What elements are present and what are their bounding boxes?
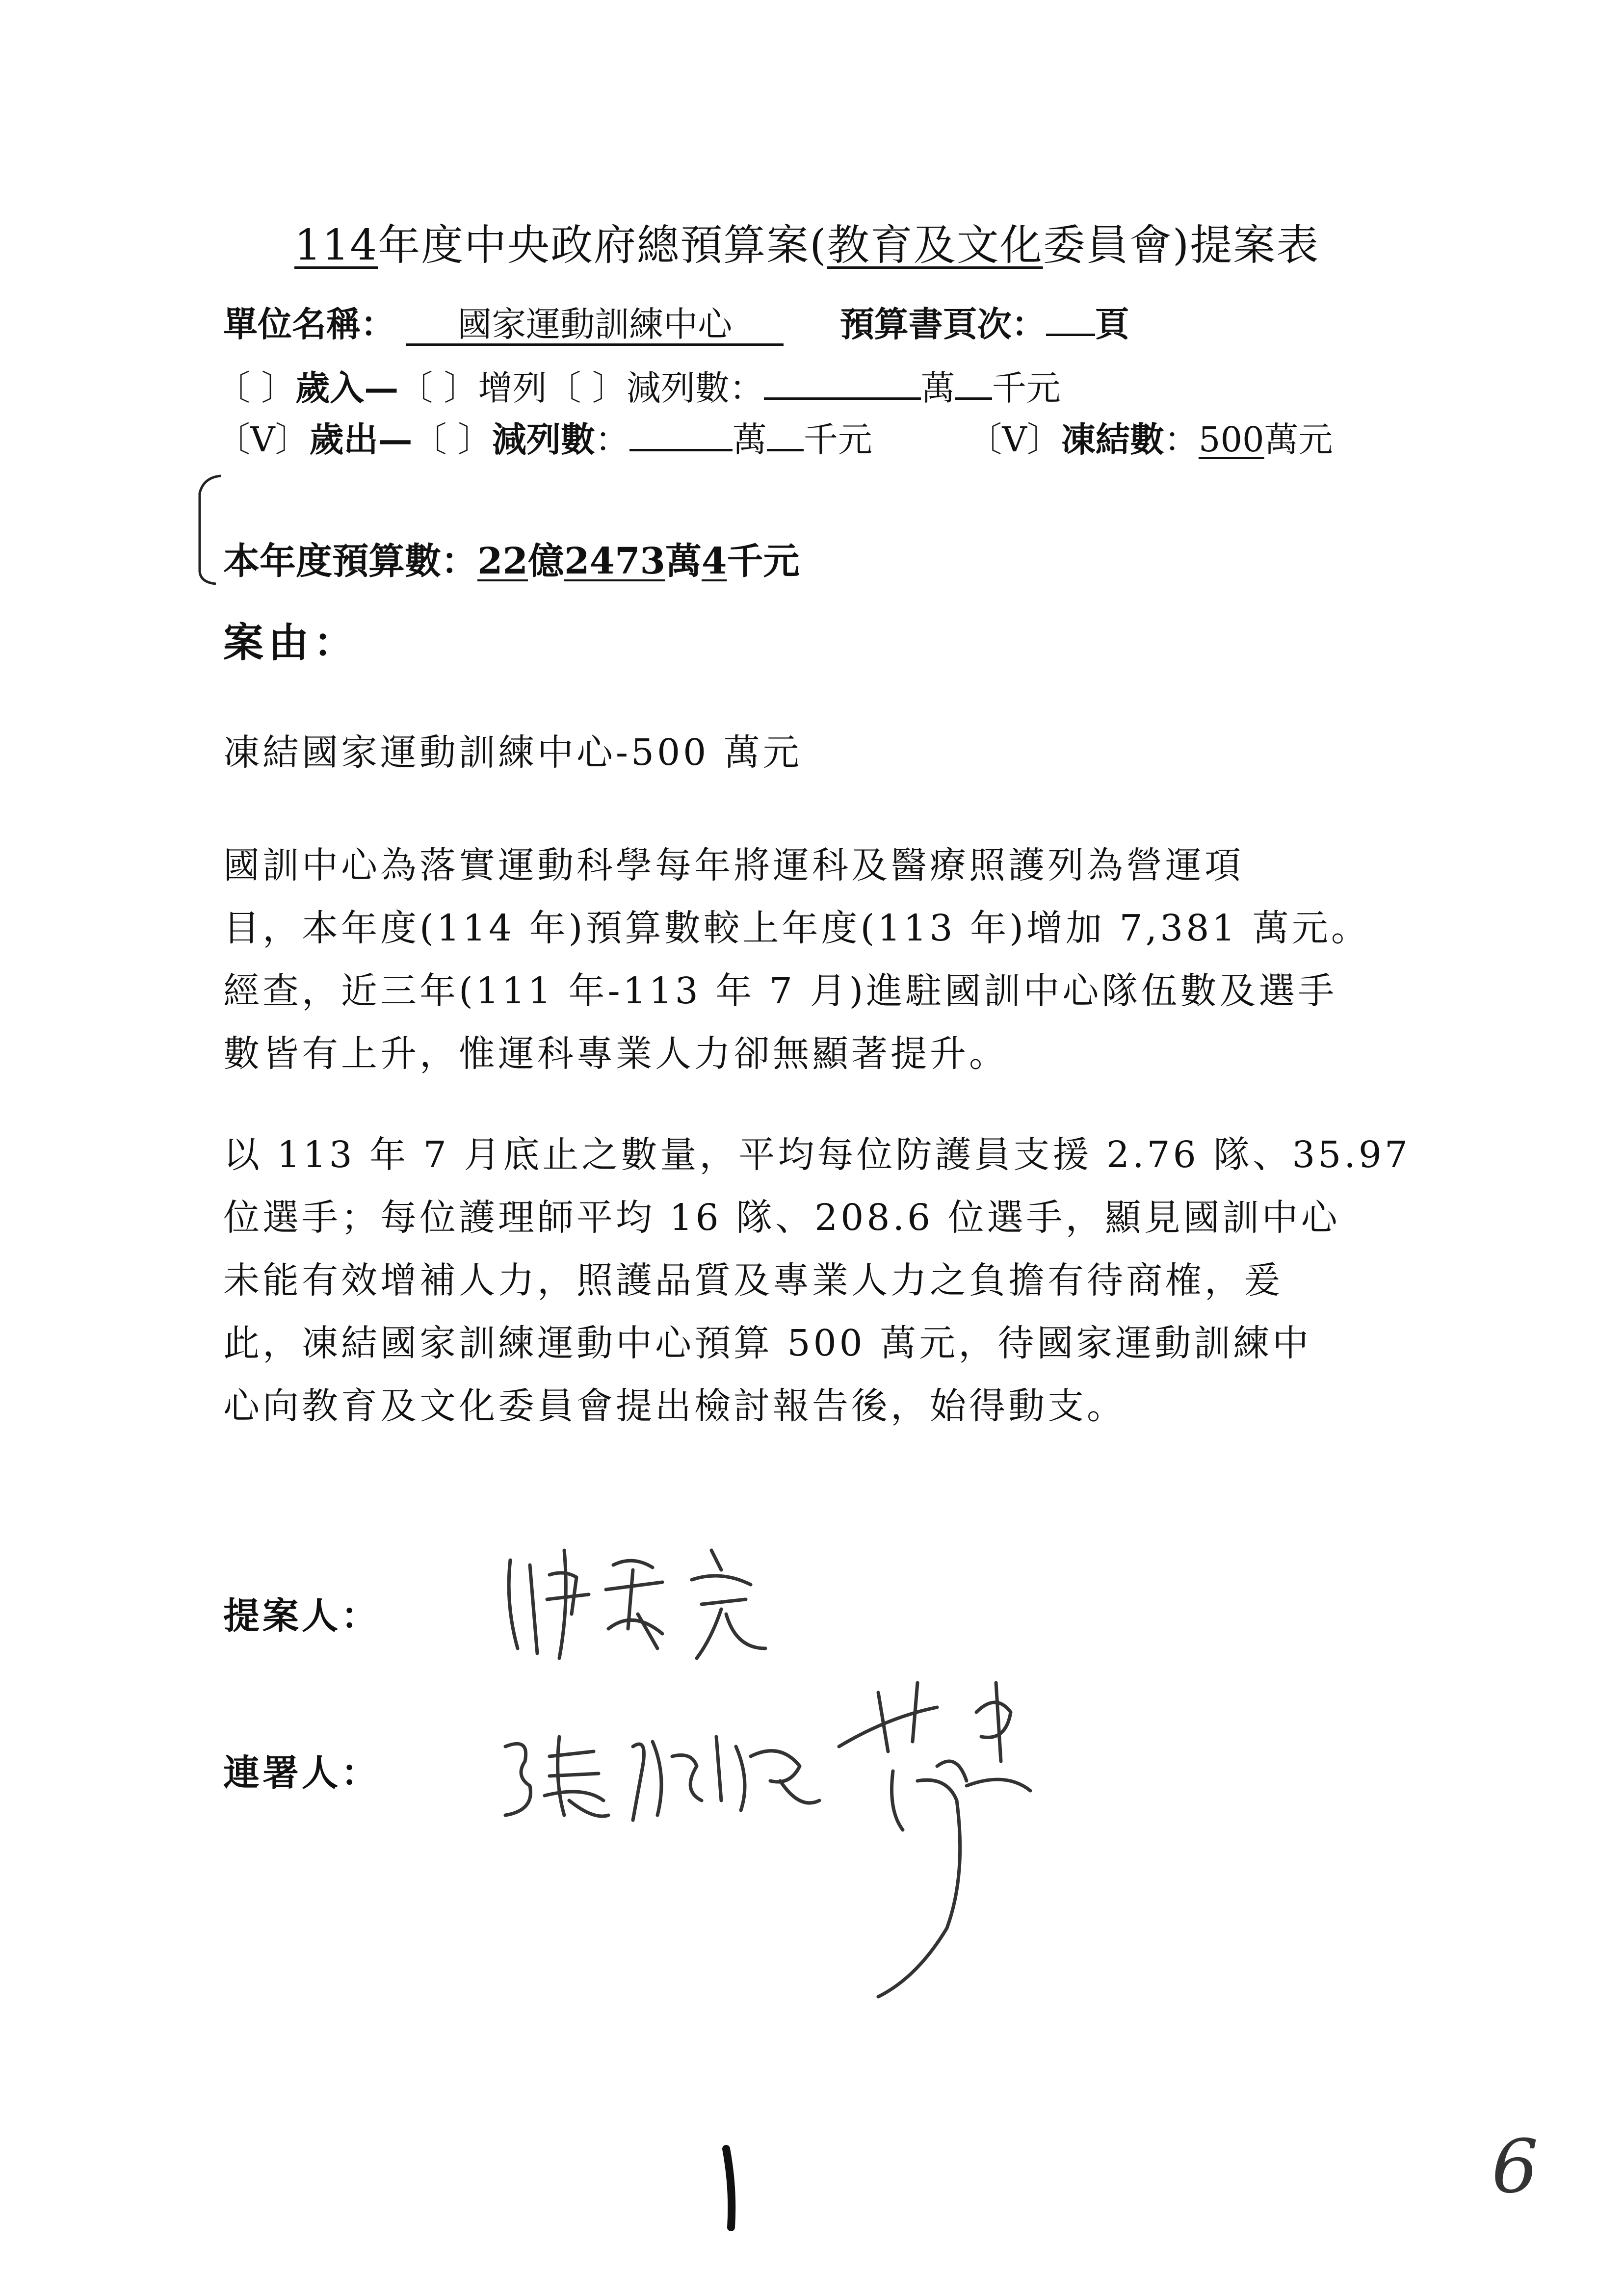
- budget-wan-unit: 萬: [665, 540, 702, 582]
- paragraph-line: 國訓中心為落實運動科學每年將運科及醫療照護列為營運項: [223, 844, 1244, 887]
- proposer-label: 提案人：: [223, 1595, 380, 1637]
- unit-value: 國家運動訓練中心: [406, 306, 784, 346]
- freeze-checkbox: 〔V〕: [968, 419, 1061, 460]
- freeze-value: 500: [1198, 419, 1264, 460]
- revenue-row: [216, 361, 1061, 410]
- revenue-add-checkbox: 〔 〕: [398, 368, 478, 408]
- expenditure-wan-unit: 萬: [732, 419, 767, 460]
- reason-summary: [223, 721, 1430, 784]
- revenue-qian-unit: 千元: [992, 368, 1061, 408]
- budget-yi-unit: 億: [527, 540, 564, 582]
- revenue-qian-value: [955, 397, 992, 400]
- budget-yi-value: 22: [477, 540, 528, 582]
- proposer-signature: [491, 1531, 834, 1668]
- expenditure-qian-unit: 千元: [803, 419, 872, 460]
- freeze-colon: ：: [1164, 419, 1199, 460]
- budget-wan-value: 2473: [564, 540, 665, 582]
- paragraph-line: 此，凍結國家訓練運動中心預算 500 萬元，待國家運動訓練中: [223, 1322, 1312, 1364]
- budget-page-suffix: 頁: [1095, 304, 1129, 344]
- cosigner-signatures: [486, 1653, 1124, 2036]
- budget-qian-value: 4: [701, 540, 727, 582]
- revenue-checkbox: 〔 〕: [216, 368, 296, 408]
- title-end: )提案表: [1172, 221, 1320, 270]
- page-number-mark: [711, 2139, 751, 2237]
- page-title: [294, 211, 1319, 272]
- paragraph-line: 心向教育及文化委員會提出檢討報告後，始得動支。: [223, 1385, 1126, 1427]
- revenue-wan-value: [764, 397, 921, 400]
- paragraph-line: 經查，近三年(111 年-113 年 7 月)進駐國訓中心隊伍數及選手: [223, 970, 1337, 1012]
- freeze-label: 凍結數: [1061, 419, 1164, 460]
- expenditure-cut-label: 減列數: [492, 419, 595, 460]
- paragraph-line: 未能有效增補人力，照護品質及專業人力之負擔有待商榷，爰: [223, 1259, 1283, 1302]
- expenditure-qian-value: [767, 449, 804, 451]
- revenue-cut-label: 減列數：: [626, 368, 764, 408]
- reason-paragraph-2: [223, 1123, 1430, 1437]
- title-year: 114: [294, 221, 378, 270]
- revenue-cut-checkbox: 〔 〕: [547, 368, 627, 408]
- revenue-label: 歲入—: [295, 367, 399, 408]
- budget-qian-unit: 千元: [727, 540, 800, 582]
- expenditure-cut-checkbox: 〔 〕: [412, 419, 492, 460]
- expenditure-row: [216, 412, 1333, 462]
- expenditure-cut-colon: ：: [595, 419, 629, 460]
- title-committee: 教育及文化: [827, 221, 1043, 270]
- cosigner-name: [834, 1653, 835, 1654]
- reason-label: 案由：: [223, 619, 359, 666]
- unit-label: 單位名稱：: [223, 304, 395, 344]
- unit-row: [223, 297, 1129, 346]
- revenue-add-label: 增列: [478, 368, 547, 408]
- bracket-mark: [194, 473, 223, 586]
- title-committee-suffix: 委員會: [1043, 221, 1173, 270]
- freeze-unit: 萬元: [1264, 419, 1333, 460]
- reason-paragraph-1: [223, 834, 1430, 1085]
- revenue-wan-unit: 萬: [920, 368, 955, 408]
- paragraph-line: 位選手；每位護理師平均 16 隊、208.6 位選手，顯見國訓中心: [223, 1197, 1340, 1239]
- paragraph-line: 數皆有上升，惟運科專業人力卻無顯著提升。: [223, 1033, 1008, 1075]
- cosigner-label: 連署人：: [223, 1752, 380, 1794]
- expenditure-checkbox: 〔V〕: [216, 419, 310, 460]
- cosigner-name: [486, 1653, 487, 1654]
- paragraph-line: 以 113 年 7 月底止之數量，平均每位防護員支援 2.76 隊、35.97: [223, 1134, 1411, 1176]
- title-main: 年度中央政府總預算案(: [378, 221, 827, 270]
- expenditure-label: 歲出—: [309, 419, 413, 460]
- budget-label: 本年度預算數：: [223, 540, 477, 582]
- expenditure-wan-value: [629, 449, 733, 451]
- reason-summary-text: 凍結國家運動訓練中心-500 萬元: [223, 731, 802, 774]
- budget-page-value: [1046, 334, 1095, 336]
- corner-mark: 6: [1492, 2124, 1539, 2210]
- budget-page-label: 預算書頁次：: [839, 304, 1046, 344]
- budget-row: [223, 532, 799, 584]
- paragraph-line: 目，本年度(114 年)預算數較上年度(113 年)增加 7,381 萬元。: [223, 907, 1370, 949]
